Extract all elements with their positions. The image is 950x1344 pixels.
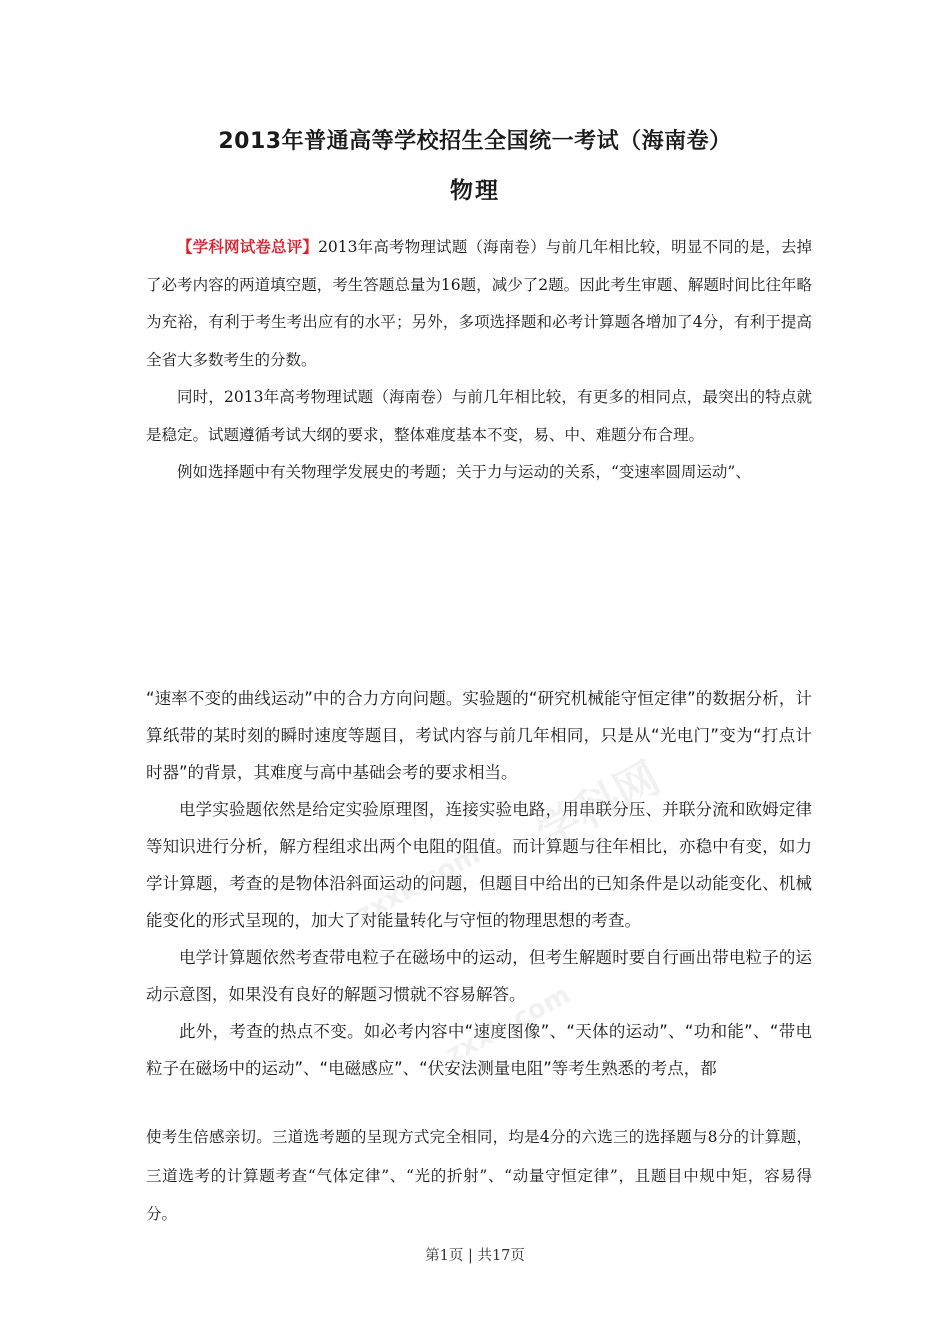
analysis-section <box>146 680 812 1087</box>
watermark-logo: 学科网 <box>527 752 669 860</box>
analysis-paragraph-1: “速率不变的曲线运动”中的合力方向问题。实验题的“研究机械能守恒定律”的数据分析，计算纸带的某时刻的瞬时速度等题目，考试内容与前几年相同，只是从“光电门”变为“打点计时器”的背景，其难度与高中基础会考的要求相当。 <box>146 689 812 782</box>
summary-paragraph-1 <box>146 228 812 379</box>
analysis-paragraph-4: 此外，考查的热点不变。如必考内容中“速度图像”、“天体的运动”、“功和能”、“带电粒子在磁场中的运动”、“电磁感应”、“伏安法测量电阻”等考生熟悉的考点，都 <box>146 1022 812 1078</box>
watermark-url: zxxk.com <box>350 839 486 931</box>
analysis-paragraph-3: 电学计算题依然考查带电粒子在磁场中的运动，但考生解题时要自行画出带电粒子的运动示意图，如果没有良好的解题习惯就不容易解答。 <box>146 948 812 1004</box>
conclusion-paragraph: 使考生倍感亲切。三道选考题的呈现方式完全相同，均是4分的六选三的选择题与8分的计算题，三道选考的计算题考查“气体定律”、“光的折射”、“动量守恒定律”，且题目中规中矩，容易得分。 <box>146 1128 812 1223</box>
analysis-paragraph-2: 电学实验题依然是给定实验原理图，连接实验电路，用串联分压、并联分流和欧姆定律等知识进行分析，解方程组求出两个电阻的阻值。而计算题与往年相比，亦稳中有变，如力学计算题，考查的是物体沿斜面运动的问题，但题目中给出的已知条件是以动能变化、机械能变化的形式呈现的，加大了对能量转化与守恒的物理思想的考查。 <box>146 800 812 930</box>
summary-section <box>146 228 812 492</box>
summary-label: 【学科网试卷总评】 <box>177 237 319 256</box>
watermark-url-2: zxxk.com <box>440 979 576 1071</box>
page-title: 2013年普通高等学校招生全国统一考试（海南卷） <box>218 129 732 154</box>
summary-paragraph-1-text: 2013年高考物理试题（海南卷）与前几年相比较，明显不同的是，去掉了必考内容的两道填空题，考生答题总量为16题，减少了2题。因此考生审题、解题时间比往年略为充裕，有利于考生考出应有的水平；另外，多项选择题和必考计算题各增加了4分，有利于提高全省大多数考生的分数。 <box>146 238 812 369</box>
summary-paragraph-2: 同时，2013年高考物理试题（海南卷）与前几年相比较，有更多的相同点，最突出的特点就是稳定。试题遵循考试大纲的要求，整体难度基本不变，易、中、难题分布合理。 <box>146 388 812 444</box>
page-footer: 第1页 | 共17页 <box>425 1248 525 1264</box>
summary-paragraph-3: 例如选择题中有关物理学发展史的考题；关于力与运动的关系，“变速率圆周运动”、 <box>177 463 751 481</box>
conclusion-section <box>146 1118 812 1234</box>
page-subtitle: 物理 <box>450 178 500 204</box>
